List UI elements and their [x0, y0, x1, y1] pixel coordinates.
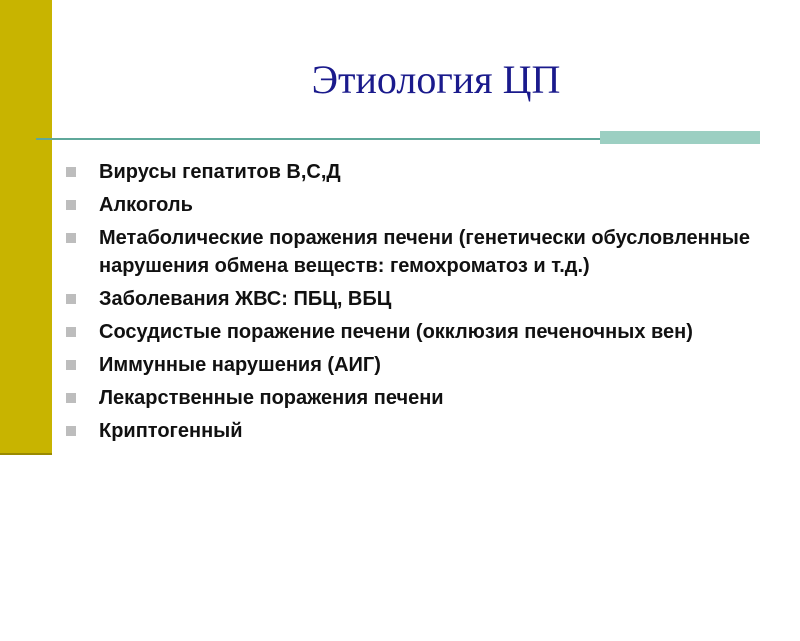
- square-bullet-icon: [66, 294, 76, 304]
- list-item: [66, 384, 766, 412]
- list-item: [66, 417, 766, 445]
- slide-title: Этиология ЦП: [311, 57, 561, 102]
- square-bullet-icon: [66, 167, 76, 177]
- bullet-text: Метаболические поражения печени (генетически обусловленные нарушения обмена веществ: гемохроматоз и т.д.): [99, 227, 751, 277]
- square-bullet-icon: [66, 327, 76, 337]
- list-item: [66, 318, 766, 346]
- left-accent-bar: [0, 0, 52, 455]
- square-bullet-icon: [66, 426, 76, 436]
- bullet-text: Алкоголь: [99, 194, 193, 216]
- list-item: [66, 158, 766, 186]
- list-item: [66, 191, 766, 219]
- bullet-text: Сосудистые поражение печени (окклюзия печеночных вен): [99, 321, 693, 343]
- list-item: [66, 285, 766, 313]
- bullet-text: Заболевания ЖВС: ПБЦ, ВБЦ: [99, 288, 392, 310]
- bullet-text: Иммунные нарушения (АИГ): [99, 354, 381, 376]
- square-bullet-icon: [66, 360, 76, 370]
- square-bullet-icon: [66, 393, 76, 403]
- list-item: [66, 224, 766, 280]
- bullet-text: Лекарственные поражения печени: [99, 387, 444, 409]
- square-bullet-icon: [66, 233, 76, 243]
- bullet-text: Вирусы гепатитов В,С,Д: [99, 161, 341, 183]
- bullet-text: Криптогенный: [99, 420, 243, 442]
- title-divider-block: [600, 131, 760, 144]
- list-item: [66, 351, 766, 379]
- square-bullet-icon: [66, 200, 76, 210]
- left-accent-bar-edge: [0, 453, 52, 455]
- bullet-list: [66, 158, 766, 450]
